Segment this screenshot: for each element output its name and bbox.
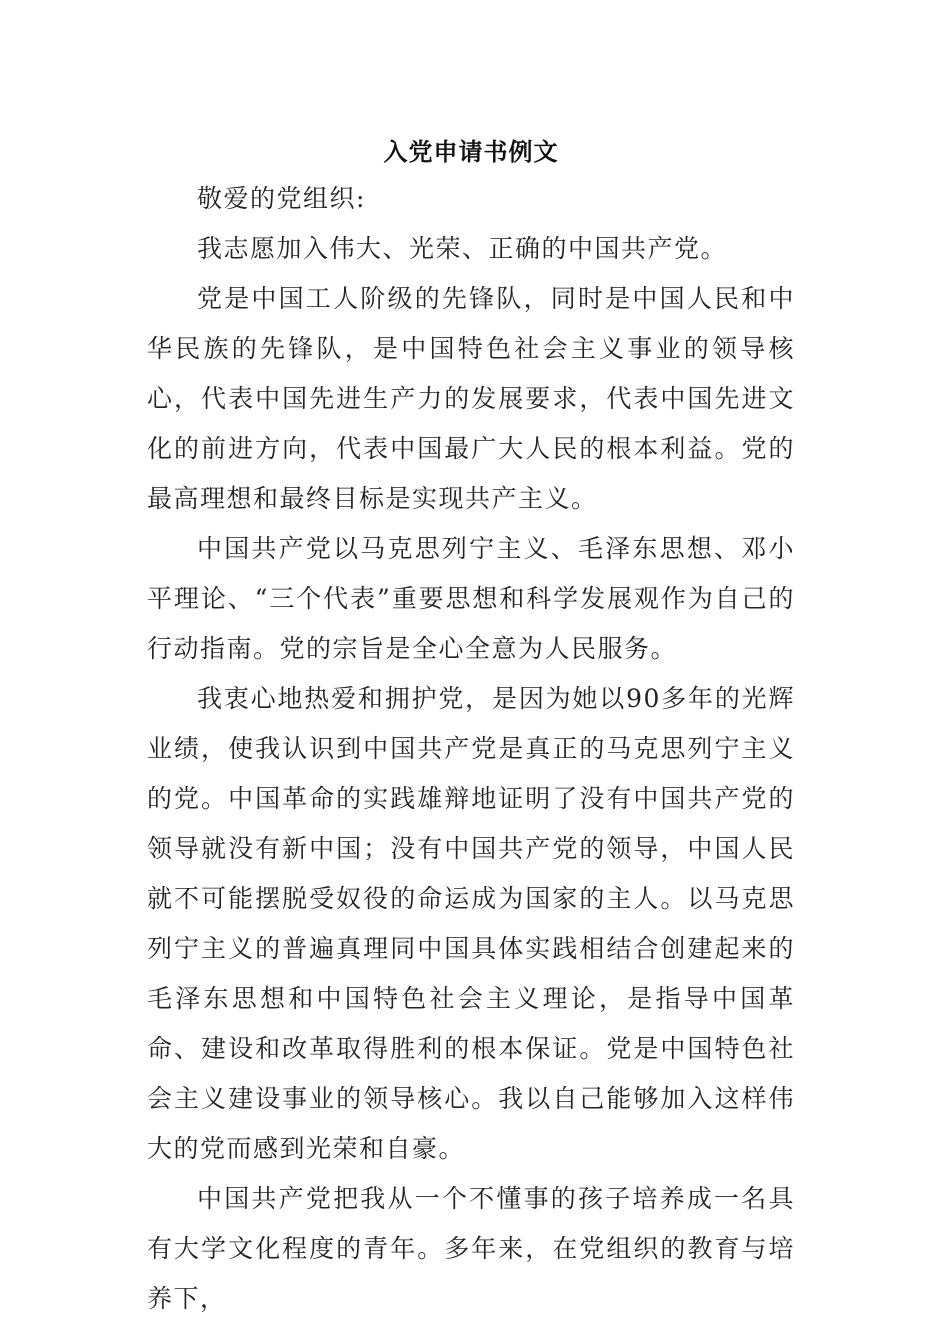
paragraph-party-nature: 党是中国工人阶级的先锋队，同时是中国人民和中华民族的先锋队，是中国特色社会主义事业的领导核心，代表中国先进生产力的发展要求，代表中国先进文化的前进方向，代表中国最广大人民的根本利益。党的最高理想和最终目标是实现共产主义。	[147, 284, 795, 513]
paragraph-application-statement: 我志愿加入伟大、光荣、正确的中国共产党。	[197, 234, 728, 263]
paragraph-guiding-ideology: 中国共产党以马克思列宁主义、毛泽东思想、邓小平理论、“三个代表”重要思想和科学发展观作为自己的行动指南。党的宗旨是全心全意为人民服务。	[147, 534, 795, 663]
document-body	[147, 130, 795, 1324]
document-title: 入党申请书例文	[383, 138, 559, 166]
salutation: 敬爱的党组织:	[197, 184, 366, 213]
paragraph-reasons-for-support: 我衷心地热爱和拥护党，是因为她以90多年的光辉业绩，使我认识到中国共产党是真正的马克思列宁主义的党。中国革命的实践雄辩地证明了没有中国共产党的领导就没有新中国；没有中国共产党的领导，中国人民就不可能摆脱受奴役的命运成为国家的主人。以马克思列宁主义的普遍真理同中国具体实践相结合创建起来的毛泽东思想和中国特色社会主义理论，是指导中国革命、建设和改革取得胜利的根本保证。党是中国特色社会主义建设事业的领导核心。我以自己能够加入这样伟大的党而感到光荣和自豪。	[147, 684, 795, 1163]
paragraph-personal-growth: 中国共产党把我从一个不懂事的孩子培养成一名具有大学文化程度的青年。多年来，在党组织的教育与培养下，	[147, 1184, 795, 1313]
